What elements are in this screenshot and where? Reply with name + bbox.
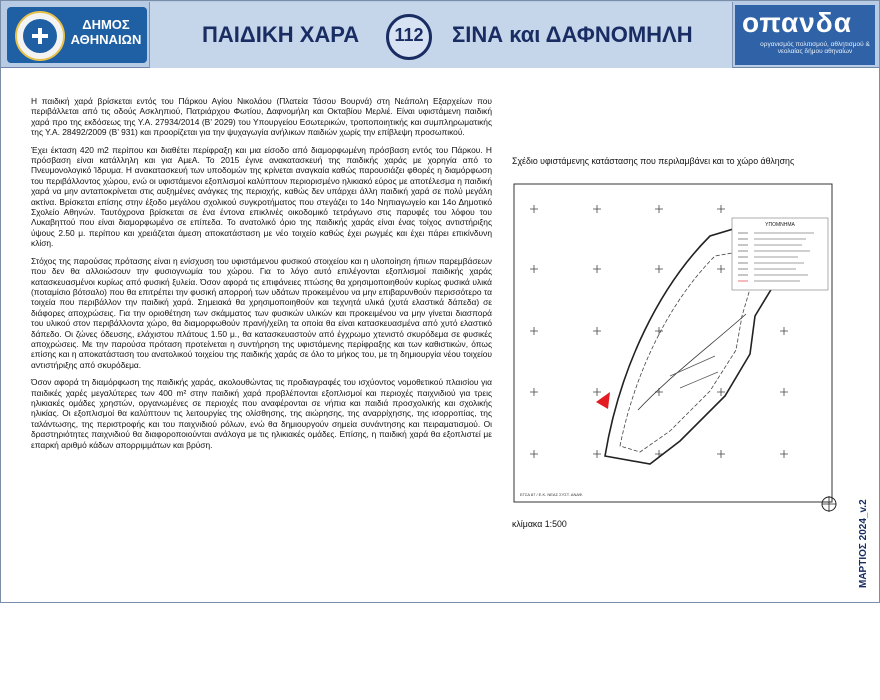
opanda-logo [735,5,875,65]
description-text [31,96,492,457]
edition-label [858,499,872,700]
municipality-name: ΔΗΜΟΣ ΑΘΗΝΑΙΩΝ [70,17,142,47]
map-caption: Σχέδιο υφιστάμενης κατάστασης που περιλαμβάνει και το χώρο άθλησης [512,156,795,166]
site-plan [510,166,837,510]
header-bar [1,1,879,68]
legend-box [732,218,828,290]
paragraph: Η παιδική χαρά βρίσκεται εντός του Πάρκου Αγίου Νικολάου (Πλατεία Τάσου Βουρνά) στη Νεάπολη Εξαρχείων που περιβάλλεται από τις οδούς Ασκληπιού, Πατριάρχου Φωτίου, Δαφνομήλη και Οκταβίου Μερλιέ. Είναι υφιστάμενη παιδική χαρά προ της εκδόσεως της Υ.Α. 27934/2014 (Β’ 2029) του Υπουργείου Εσωτερικών, τροποποιητικής και συμπληρωματικής της Υ.Α. 28492/2009 (Β’ 931) και προορίζεται για την ψυχαγωγία ανήλικων παιδιών χωρίς την επίβλεψη προσωπικού. [31,96,492,138]
map-footer-note: ΕΓΣΑ 87 / Ε.Κ. ΝΕΑΣ ΣΥΣΤ. ΑΝΑΦ. [520,492,584,497]
playground-number-badge [386,14,432,60]
map-scale: κλίμακα 1:500 [512,519,567,529]
legend-title: ΥΠΟΜΝΗΜΑ [765,222,795,228]
municipality-logo [7,7,147,63]
edition-text: ΜΑΡΤΙΟΣ 2024_v.2 [858,499,869,588]
title-area [149,2,733,68]
paragraph: Όσον αφορά τη διαμόρφωση της παιδικής χαράς, ακολουθώντας τις προδιαγραφές του ισχύοντος νομοθετικού πλαισίου για παιδικές χαρές μεγαλύτερες των 400 m² στην παιδική χαρά προβλέπονται εξοπλισμοί και περιοχές παιχνιδιού για τρεις ηλικιακές ομάδες χρηστών, οργανωμένες σε περιοχές που αναφέρονται σε νήπια και παιδιά προσχολικής και σχολικής ηλικίας. Οι εξοπλισμοί θα καλύπτουν τις λειτουργίες της ολίσθησης, της αιώρησης, της αναρρίχησης, της ισορροπίας, της ταλάντωσης, της περιστροφής και του παιχνιδιού ρόλων, ενώ θα δημιουργούν σημεία συνάντησης και πειραματισμού. Οι δραστηριότητες παιχνιδιού θα διαφοροποιούνται ανάλογα με τις ηλικιακές ομάδες. Επίσης, η παιδική χαρά θα εξοπλιστεί με επαρκή αριθμό κάδων απορριμμάτων και βρύση. [31,377,492,450]
opanda-description: οργανισμός πολιτισμού, αθλητισμού & νεολαίας δήμου αθηναίων [760,41,870,55]
opanda-wordmark: οπανδα [742,7,852,38]
page-title: ΠΑΙΔΙΚΗ ΧΑΡΑ [202,22,360,47]
emblem-icon [15,11,65,61]
location-title: ΣΙΝΑ και ΔΑΦΝΟΜΗΛΗ [452,22,693,47]
north-arrow-icon [820,495,838,513]
playground-number: 112 [394,25,424,45]
paragraph: Έχει έκταση 420 m2 περίπου και διαθέτει περίφραξη και μια είσοδο από διαμορφωμένη πρόσβαση εντός του Πάρκου. Η πρόσβαση είναι κατάλληλη και για ΑμεΑ. Το 2015 έγινε ανακατασκευή της παιδικής χαράς με χορηγία από το Πνευμονολογικό Ίδρυμα. Η ανακατασκευή των υποδομών της κρίνεται αναγκαία καθώς παρουσιάζει φθορές η διαμόρφωση του περιβάλλοντος χώρου, ενώ οι υφιστάμενοι εξοπλισμοί καλύπτουν περιορισμένο ηλικιακό εύρος με αποτέλεσμα η παιδική χαρά να μην ανταποκρίνεται στις αυξημένες ανάγκες της περιοχής, καθώς δεν υπάρχει άλλη παιδική χαρά σε πολύ μεγάλη ακτίνα. Βρίσκεται επίσης στην έξοδο μεγάλου σχολικού συγκροτήματος που στεγάζει το 14ο Νηπιαγωγείο και 14ο Δημοτικό Σχολείο Αθηνών. Ταυτόχρονα βρίσκεται σε ένα έντονα επικλινές οικοδομικό τετράγωνο στις παρυφές του λόφου του Λυκαβηττού που είναι διαμορφωμένο σε επίπεδα. Το ανατολικό όριο της παιδικής χαράς είναι ένας τοίχος αντιστήριξης ύψους 2.50 μ. περίπου και χρειάζεται άμεση αποκατάσταση με νέο τοιχείο καθώς έχει ρωγμές και έχει πάρει επικίνδυνη κλίση. [31,144,492,249]
paragraph: Στόχος της παρούσας πρότασης είναι η ενίσχυση του υφιστάμενου φυσικού στοιχείου και η υλοποίηση ήπιων παρεμβάσεων που δεν θα αλλοιώσουν την φυσιογνωμία του χώρου. Για το λόγο αυτό επιλέγονται εξοπλισμοί παιδικής χαράς κατασκευασμένοι κυρίως από φυσική ξυλεία. Όσον αφορά τις επιφάνειες πτώσης θα χρησιμοποιηθούν κυρίως φυσικά υλικά (ποταμίσιο βότσαλο) που θα επιτρέπει την φυσική απορροή των υδάτων προκειμένου να μην επιβαρυνθούν περισσότερο τα τοιχεία που περιβάλλον την παιδική χαρά. Σημειακά θα χρησιμοποιηθούν και τεχνητά υλικά (χυτά ελαστικά δάπεδα) σε διάφορες αποχρώσεις. Για την οριοθέτηση των σκάμματος των φυσικών υλικών και προκειμένου να μην γίνεται διασπορά του υλικού στον περιβάλλοντα χώρο, θα διαμορφωθούν πρανή/χείλη τα οποία θα είναι κατασκευασμένα από χυτό ελαστικό δάπεδο. Οι ζώνες όδευσης, ελάχιστου πλάτους 1.50 μ., θα κατασκευαστούν από έγχρωμο χτενιστό σκυρόδεμα σε φυσικές αποχρώσεις. Με την παρούσα πρόταση προτείνεται η συντήρηση της υφιστάμενης περίφραξης και των καθιστικών, όπως επίσης και η αποκατάσταση του ανατολικού τοιχείου της παιδικής χαράς σε όλο το μήκος του, με τη δημιουργία νέου τοιχείου αντιστήριξης από σκυρόδεμα. [31,255,492,370]
site-plan-drawing [510,166,837,510]
